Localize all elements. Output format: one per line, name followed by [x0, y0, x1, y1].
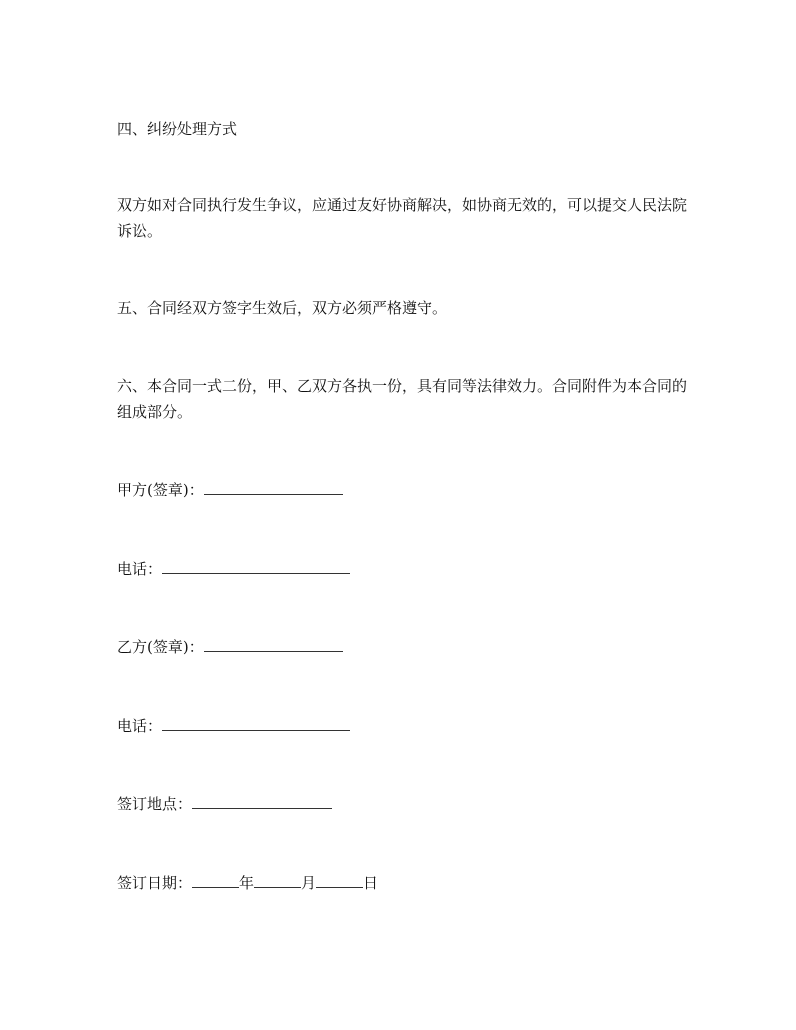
- phone-a-line: [117, 556, 350, 582]
- party-b-label: 乙方(签章)：: [117, 638, 204, 656]
- section-5-text: 五、合同经双方签字生效后，双方必须严格遵守。: [117, 299, 448, 317]
- phone-a-blank: [162, 556, 350, 574]
- signing-date-line: [117, 870, 378, 896]
- section-4-body: 双方如对合同执行发生争议，应通过友好协商解决，如协商无效的，可以提交人民法院诉讼。: [117, 196, 688, 240]
- day-blank: [316, 870, 363, 888]
- section-6-text: 六、本合同一式二份，甲、乙双方各执一份，具有同等法律效力。合同附件为本合同的组成部分。: [117, 377, 688, 421]
- month-blank: [254, 870, 301, 888]
- signing-place-blank: [192, 791, 332, 809]
- day-label: 日: [363, 874, 379, 892]
- party-b-signature-line: [117, 634, 343, 660]
- month-label: 月: [301, 874, 317, 892]
- party-a-signature-line: [117, 477, 343, 503]
- phone-b-blank: [162, 713, 350, 731]
- year-blank: [192, 870, 239, 888]
- phone-b-line: [117, 713, 350, 739]
- phone-a-label: 电话：: [117, 560, 163, 578]
- phone-b-label: 电话：: [117, 717, 163, 735]
- party-b-blank: [204, 634, 343, 652]
- party-a-label: 甲方(签章)：: [117, 481, 204, 499]
- signing-place-line: [117, 791, 332, 817]
- party-a-blank: [204, 477, 343, 495]
- year-label: 年: [239, 874, 255, 892]
- signing-place-label: 签订地点：: [117, 795, 193, 813]
- signing-date-label: 签订日期：: [117, 874, 193, 892]
- section-4-heading: 四、纠纷处理方式: [117, 120, 238, 138]
